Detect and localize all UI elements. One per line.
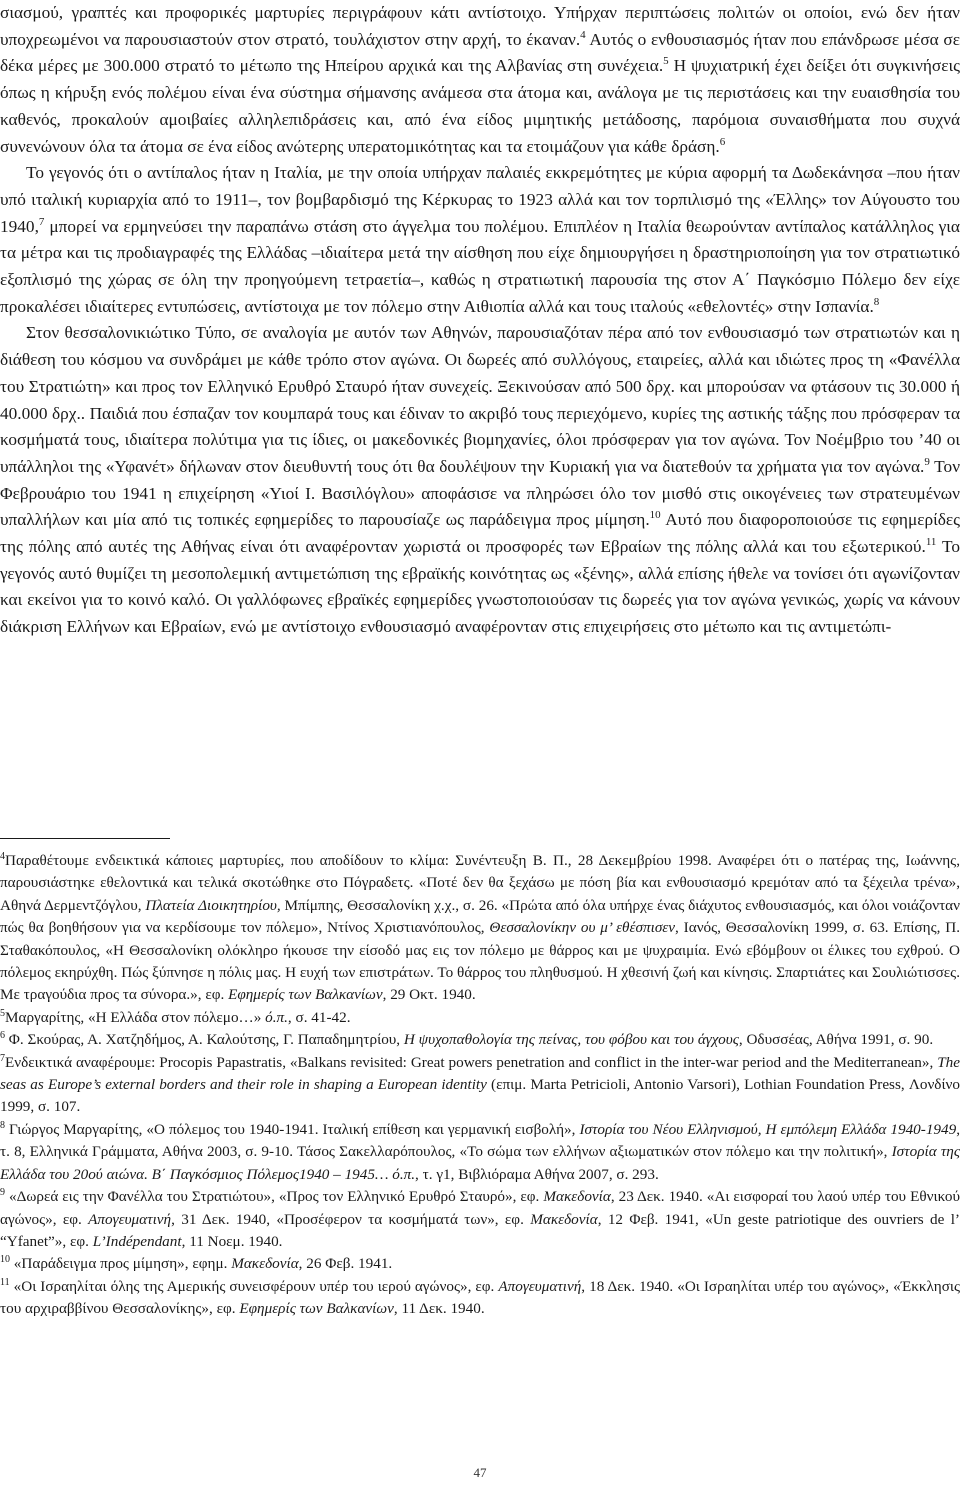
footnote-text: , 23 Δεκ. 1940. «Αι εισφοραί του λαού υπέρ του Εθνικού αγώνος», εφ. — [0, 1188, 960, 1228]
footnote-title: Μακεδονία — [530, 1210, 598, 1228]
footnote-title: Πλατεία Διοικητηρίου, — [145, 896, 281, 914]
footnote-text: Ενδεικτικά αναφέρουμε: Procopis Papastratis, «Balkans revisited: Great powers penetration and conflict in the inter-war period and the Mediterranean», — [5, 1053, 938, 1071]
footnotes — [0, 850, 960, 1321]
footnote-text: «Δωρεά εις την Φανέλλα του Στρατιώτου», «Προς τον Ελληνικό Ερυθρό Σταυρό», εφ. — [5, 1188, 544, 1206]
footnote-text: «Οι Ισραηλίται όλης της Αμερικής συνεισφέρουν υπέρ του ιερού αγώνος», εφ. — [9, 1277, 499, 1295]
footnote-number: 5 — [0, 1007, 5, 1019]
footnote-text: , τ. 8, Ελληνικά Γράμματα, Αθήνα 2003, σ. 9-10. Τάσος Σακελλαρόπουλος, «Το σώμα των ελλήνων αξιωματικών στον πόλεμο και την πολιτική», — [0, 1120, 960, 1161]
paragraph-3 — [0, 320, 960, 640]
footnote-title: Ιστορία του Νέου Ελληνισμού, Η εμπόλεμη Ελλάδα 1940-1949 — [579, 1120, 957, 1138]
footnote-title: Ιστορία της Ελλάδα του 20ού αιώνα. Β΄ Παγκόσμιος Πόλεμος1940 – 1945… ό.π. — [0, 1143, 960, 1183]
footnote-text: , 18 Δεκ. 1940. «Οι Ισραηλίται υπέρ του αγώνος», «Έκκλησις του αρχιραββίνου Θεσσαλονίκης», εφ. — [0, 1277, 960, 1318]
footnote-title: Απογευματινή — [88, 1210, 172, 1228]
footnote-5 — [0, 1007, 960, 1029]
footnote-text: , Οδυσσέας, Αθήνα 1991, σ. 90. — [738, 1031, 934, 1049]
footnote-ref-6[interactable]: 6 — [719, 135, 726, 148]
footnote-ref-8[interactable]: 8 — [873, 295, 880, 308]
paragraph-2 — [0, 160, 960, 320]
footnote-number: 11 — [0, 1276, 10, 1288]
page-number: 47 — [473, 1465, 487, 1480]
footnote-title: Η ψυχοπαθολογία της πείνας, του φόβου και του άγχους — [403, 1031, 739, 1049]
footnote-ref-5[interactable]: 5 — [663, 55, 669, 68]
footnote-number: 9 — [0, 1187, 5, 1199]
footnote-text: , 29 Οκτ. 1940. — [382, 986, 476, 1004]
footnote-text: Γιώργος Μαργαρίτης, «Ο πόλεμος του 1940-1941. Ιταλική επίθεση και γερμανική εισβολή», — [5, 1120, 580, 1138]
paragraph-text: Αυτός ο ενθουσιασμός ήταν που επάνδρωσε μέσα σε δέκα μέρες με 300.000 στρατό το μέτωπο της Ηπείρου αρχικά και της Αλβανίας στη συνέχεια. — [0, 29, 960, 76]
footnote-text: Μπίμπης, Θεσσαλονίκη χ.χ., σ. 26. «Πρώτα από όλα υπήρχε ένας διάχυτος ενθουσιασμός, και όλοι νοιάζονταν πώς θα βοηθήσουν για να κερδίσουμε τον πόλεμο», Ντίνος Χριστιανόπουλος, — [0, 896, 960, 937]
footnote-divider — [0, 838, 170, 839]
footnote-text: «Παράδειγμα προς μίμηση», εφημ. — [10, 1255, 232, 1273]
paragraph-text: μπορεί να ερμηνεύσει την παραπάνω στάση στο άγγελμα του πολέμου. Επιπλέον η Ιταλία θεωρούνταν αντίπαλος κατάλληλος για τα μέτρα και τις προδιαγραφές της Ελλάδας –ιδιαίτερα μετά την αίσθηση που είχε δημιουργήσει η δραστηριοποίηση για τον στρατιωτικό εξοπλισμό της χώρας σε όλη την προηγούμενη τετραετία–, καθώς η στρατιωτική παρουσία της στον Α΄ Παγκόσμιο Πόλεμο δεν είχε προκαλέσει ιδιαίτερες εντυπώσεις, αντίστοιχα με τον πόλεμο στην Αιθιοπία αλλά και τους ιταλούς «εθελοντές» στην Ισπανία. — [0, 216, 960, 316]
paragraph-text: Η ψυχιατρική έχει δείξει ότι συγκινήσεις όπως η κήρυξη ενός πολέμου είναι ένα σύστημα σήμανσης ανάμεσα στα άτομα και, ανάλογα με τις περιστάσεις και την ευαισθησία του καθενός, προκαλούν αμοιβαίες αλληλεπιδράσεις και, από ένα είδος μιμητικής μετάδοσης, παρόμοια συναισθήματα που συχνά συνενώνουν όλα τα άτομα σε ένα είδος ανώτερης υπερατομικότητας και τα ετοιμάζουν για κάθε δράση. — [0, 56, 960, 156]
paragraph-text: σιασμού, γραπτές και προφορικές μαρτυρίες περιγράφουν κάτι αντίστοιχο. Υπήρχαν περιπτώσεις πολιτών οι οποίοι, ενώ δεν ήταν υποχρεωμένοι να παρουσιαστούν στον στρατό, τουλάχιστον στην αρχή, το έκαναν. — [0, 3, 960, 49]
paragraph-text: Αυτό που διαφοροποιούσε τις εφημερίδες της πόλης από αυτές της Αθήνας είναι ότι αναφέρονταν χωριστά οι προσφορές των Εβραίων της πόλης αλλά και του εξωτερικού. — [0, 510, 960, 557]
footnote-number: 7 — [0, 1052, 5, 1064]
footnote-title: Εφημερίς των Βαλκανίων — [228, 986, 383, 1004]
footnote-text: Φ. Σκούρας, Α. Χατζηδήμος, Α. Καλούτσης, Γ. Παπαδημητρίου, — [5, 1031, 404, 1049]
footnote-6 — [0, 1029, 960, 1051]
footnote-text: Παραθέτουμε ενδεικτικά κάποιες μαρτυρίες, που αποδίδουν το κλίμα: Συνέντευξη Β. Π., 28 Δεκεμβρίου 1998. Αναφέρει ότι ο πατέρας της, Ιωάννης, παρουσιάστηκε εθελοντικά και τελικά σκοτώθηκε στο Πόγραδετς. «Ποτέ δεν θα ξεχάσω με πόση βία και ενθουσιασμό κρεμόταν από τα ξέχειλα τρένα», Αθηνά Δερμεντζόγλου, — [0, 852, 960, 914]
footnote-text: (επιμ. Marta Petricioli, Antonio Varsori), Lothian Foundation Press, Λονδίνο 1999, σ. 107. — [0, 1076, 960, 1116]
footnote-ref-10[interactable]: 10 — [649, 509, 661, 522]
paragraph-text: Στον θεσσαλονικιώτικο Τύπο, σε αναλογία με αυτόν των Αθηνών, παρουσιαζόταν πέρα από τον ενθουσιασμό των στρατιωτών και η διάθεση του κόσμου να συνδράμει με κάθε τρόπο στον αγώνα. Οι δωρεές από συλλόγους, εταιρείες, αλλά και ιδιώτες προς τη «Φανέλλα του Στρατιώτη» και προς τον Ελληνικό Ερυθρό Σταυρό ήταν συνεχείς. Ξεκινούσαν από 500 δρχ. και μπορούσαν να φτάσουν τις 30.000 ή 40.000 δρχ.. Παιδιά που έσπαζαν τον κουμπαρά τους και έδιναν το ακριβό τους περιεχόμενο, κυρίες της αστικής τάξης που πρόσφεραν τα κοσμήματά τους, ιδιαίτερα πολύτιμα για τις ίδιες, οι μακεδονικές βιομηχανίες, όλοι πρόσφεραν για τον αγώνα. Τον Νοέμβριο του ’40 οι υπάλληλοι της «Υφανέτ» δήλωναν στον διευθυντή τους ότι θα δουλέψουν την Κυριακή για να διατεθούν τα χρήματα για τον αγώνα. — [0, 323, 960, 476]
paragraph-1 — [0, 0, 960, 160]
footnote-text: , Ιανός, Θεσσαλονίκη 1999, σ. 63. Επίσης, Π. Σταθακόπουλος, «Η Θεσσαλονίκη ολόκληρο ήκουσε την είσοδό μας εις τον πόλεμο με θάρρος και με ψυχραιμία. Ενώ εβόμβουν οι έλικες του εχθρού. Ο πόλεμος εκηρύχθη. Πώς ξύπνησε η πόλις μας. Η ευχή των επιστράτων. Το θάρρος του πληθυσμού. Η χθεσινή ζωή και κίνησις. Σπαρτιάτες και Σουλιώτισσες. Με τραγούδια προς τα σύνορα.», εφ. — [0, 919, 960, 1004]
footnote-10 — [0, 1253, 960, 1275]
footnote-title: L’Indépendant — [92, 1232, 182, 1250]
paragraph-text: Τον Φεβρουάριο του 1941 η επιχείρηση «Υιοί Ι. Βασιλόγλου» αποφάσισε να πληρώσει όλο τον μισθό στις οικογένειες των στρατευμένων υπαλλήλων και μία από τις τοπικές εφημερίδες το παρουσίαζε ως παράδειγμα προς μίμηση. — [0, 456, 960, 530]
footnote-9 — [0, 1186, 960, 1253]
footnote-title: ό.π. — [265, 1008, 288, 1026]
footnote-7 — [0, 1052, 960, 1119]
footnote-text: , τ. γ1, Βιβλιόραμα Αθήνα 2007, σ. 293. — [415, 1165, 659, 1183]
footnote-text: Μαργαρίτης, «Η Ελλάδα στον πόλεμο…» — [5, 1008, 266, 1026]
paragraph-text: Το γεγονός αυτό θυμίζει τη μεσοπολεμική αντιμετώπιση της εβραϊκής κοινότητας ως «ξένης», αλλά επίσης ήθελε να τονίσει ότι αγωνίζονταν και εκείνοι για το κοινό καλό. Οι γαλλόφωνες εβραϊκές εφημερίδες γνωστοποιούσαν τις δωρεές για τον αγώνα γενικώς, χωρίς να κάνουν διάκριση Ελλήνων και Εβραίων, ενώ με αντίστοιχο ενθουσιασμό αναφέρονταν στις επιχειρήσεις στο μέτωπο και τις αντιμετώπι- — [0, 537, 960, 637]
footnote-text: , 11 Δεκ. 1940. — [393, 1300, 485, 1318]
footnote-number: 8 — [0, 1119, 5, 1131]
footnote-ref-4[interactable]: 4 — [580, 28, 586, 41]
footnote-4 — [0, 850, 960, 1007]
footnote-number: 10 — [0, 1254, 10, 1266]
footnote-11 — [0, 1276, 960, 1321]
footnote-title: The seas as Europe’s external borders and their role in shaping a European identity — [0, 1053, 960, 1094]
footnote-ref-11[interactable]: 11 — [925, 536, 937, 549]
footnote-text: , 12 Φεβ. 1941, «Un geste patriotique des ouvriers de l’ “Yfanet”», εφ. — [0, 1210, 960, 1250]
footnote-number: 6 — [0, 1030, 5, 1042]
footnote-text: , 31 Δεκ. 1940, «Προσέφερον τα κοσμήματά των», εφ. — [171, 1210, 531, 1228]
footnote-ref-9[interactable]: 9 — [924, 456, 930, 469]
footnote-text: , σ. 41-42. — [287, 1008, 351, 1026]
main-text — [0, 0, 960, 641]
footnote-text: , 26 Φεβ. 1941. — [298, 1255, 393, 1273]
paragraph-text: Το γεγονός ότι ο αντίπαλος ήταν η Ιταλία, με την οποία υπήρχαν παλαιές εκκρεμότητες με κύρια αφορμή τα Δωδεκάνησα –που ήταν υπό ιταλική κυριαρχία από το 1911–, τον βομβαρδισμό της Κέρκυρας το 1923 αλλά και τον τορπιλισμό της «Έλλης» τον Αύγουστο του 1940, — [0, 163, 960, 236]
footnote-title: Απογευματινή — [498, 1277, 582, 1295]
footnote-ref-7[interactable]: 7 — [38, 215, 45, 228]
footnote-8 — [0, 1119, 960, 1186]
footnote-title: Θεσσαλονίκην ου μ’ εθέσπισεν — [489, 919, 676, 937]
footnote-title: Μακεδονία — [231, 1255, 299, 1273]
footnote-number: 4 — [0, 850, 5, 862]
footnote-title: Μακεδονία — [543, 1188, 611, 1206]
footnote-title: Εφημερίς των Βαλκανίων — [239, 1300, 394, 1318]
footnote-text: , 11 Νοεμ. 1940. — [181, 1232, 283, 1250]
